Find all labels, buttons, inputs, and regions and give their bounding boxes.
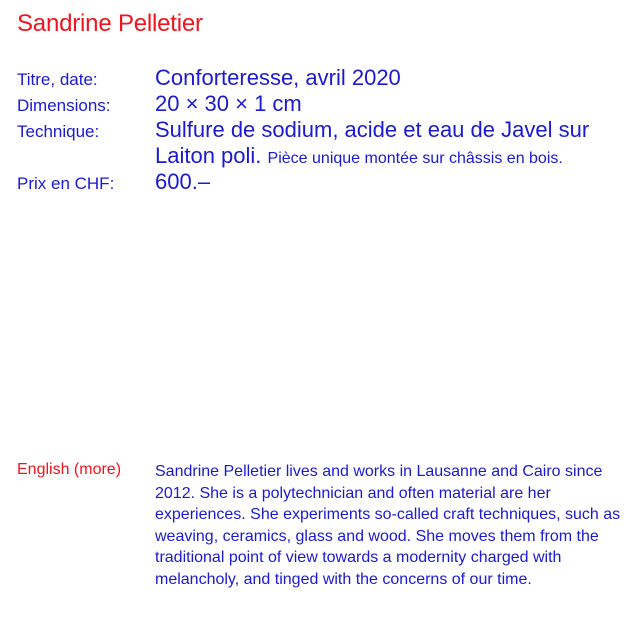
biography-text: Sandrine Pelletier lives and works in Lausanne and Cairo since 2012. She is a polytechnician and often material are her experiences. She experiments so-called craft techniques, such as weaving, ceramics, glass and wood. She moves them from the traditional point of view towards a modernity charged with melancholy, and tinged with the concerns of our time. (155, 463, 621, 588)
price-value: 600.– (155, 169, 211, 194)
artist-name: Sandrine Pelletier (17, 10, 203, 37)
dimensions-value: 20 × 30 × 1 cm (155, 91, 302, 116)
technique-value-block (155, 117, 627, 172)
price-label: Prix en CHF: (17, 174, 115, 193)
technique-label: Technique: (17, 122, 100, 141)
title-date-value: Conforteresse, avril 2020 (155, 65, 401, 90)
title-date-label: Titre, date: (17, 70, 98, 89)
technique-note: Pièce unique montée sur châssis en bois. (267, 150, 563, 167)
technique-value: Sulfure de sodium, acide et eau de Javel sur Laiton poli. (155, 117, 590, 168)
dimensions-label: Dimensions: (17, 96, 111, 115)
english-more-link[interactable]: English (more) (17, 461, 122, 478)
